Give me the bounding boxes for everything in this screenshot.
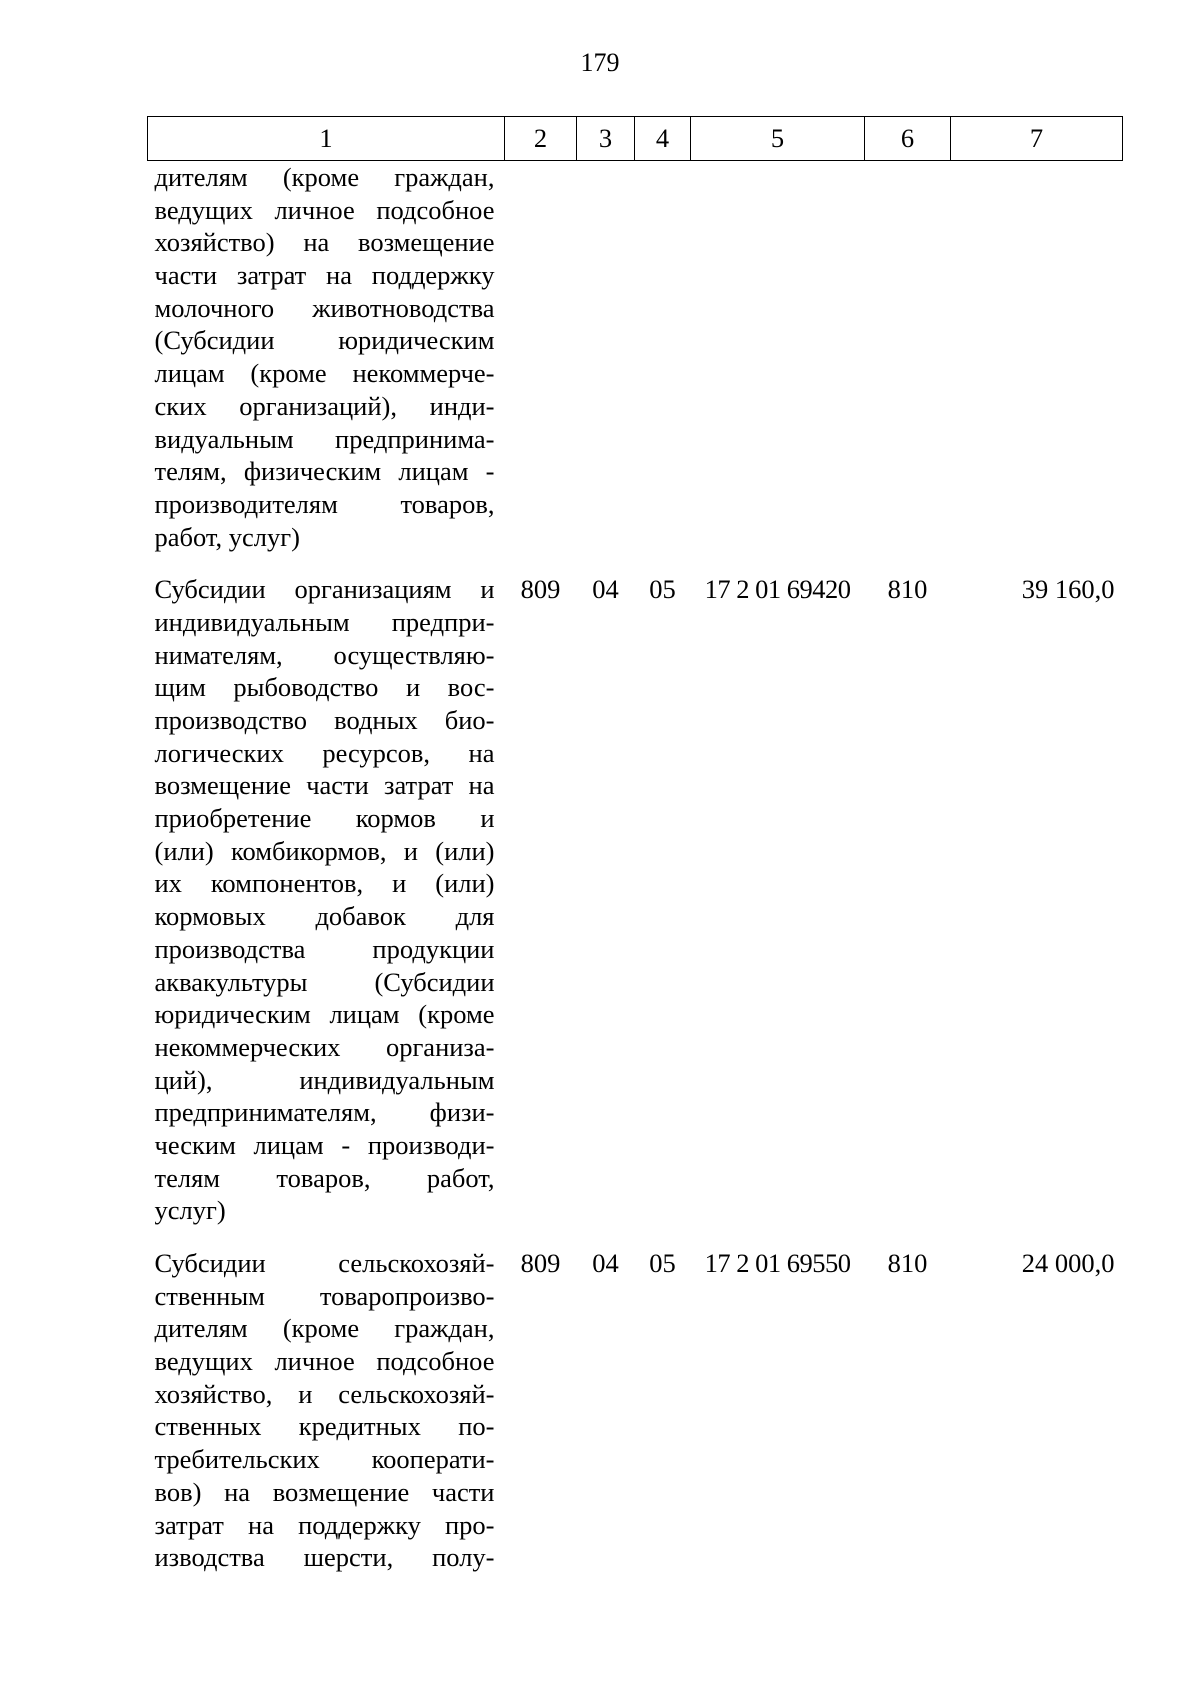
description-line: индивидуальным предпри- [154, 606, 495, 637]
description-line: производства продукции [154, 933, 495, 964]
row-description [148, 1247, 505, 1594]
row-col-7: 39 160,0 [1021, 574, 1115, 605]
description-line: дителям (кроме граждан, [154, 1313, 495, 1344]
description-line: (Субсидии юридическим [154, 325, 495, 356]
description-line: некоммерческих организа- [154, 1031, 495, 1062]
header-col-6: 6 [865, 117, 951, 161]
row-col-2: 809 [520, 574, 561, 605]
description-line: затрат на поддержку про- [154, 1509, 495, 1540]
description-line: части затрат на поддержку [154, 260, 495, 291]
description-line: лицам (кроме некоммерче- [154, 358, 495, 389]
row-col-3 [577, 161, 635, 574]
description-line: ведущих личное подсобное [154, 194, 495, 225]
row-col-2 [505, 161, 577, 574]
description-line: производство водных био- [154, 705, 495, 735]
description-line: ственных кредитных по- [154, 1411, 495, 1442]
table-row [148, 1247, 1123, 1594]
row-col-7: 24 000,0 [1021, 1248, 1115, 1278]
description-line: Субсидии организациям и [154, 574, 495, 605]
description-line: Субсидии сельскохозяй- [154, 1248, 495, 1278]
description-line: производителям товаров, [154, 488, 495, 519]
row-col-6: 810 [887, 574, 928, 605]
description-line: ственным товаропроизво- [154, 1280, 495, 1311]
row-col-4: 05 [649, 574, 676, 605]
description-line: ведущих личное подсобное [154, 1346, 495, 1377]
row-col-5: 17 2 01 69420 [704, 574, 851, 605]
row-col-6: 810 [887, 1248, 928, 1278]
header-col-1: 1 [148, 117, 505, 161]
description-line: хозяйство, и сельскохозяй- [154, 1378, 495, 1409]
row-col-7 [951, 161, 1123, 574]
description-line: услуг) [154, 1195, 226, 1226]
description-line: хозяйство) на возмещение [154, 227, 495, 258]
description-line: их компонентов, и (или) [154, 868, 495, 899]
description-line: ций), индивидуальным [154, 1064, 495, 1095]
header-row [148, 117, 1123, 161]
table-row [148, 573, 1123, 1247]
row-col-4: 05 [649, 1248, 676, 1278]
header-col-7: 7 [951, 117, 1123, 161]
row-col-3: 04 [592, 574, 619, 605]
budget-table [147, 116, 1123, 1594]
description-line: ских организаций), инди- [154, 390, 495, 421]
description-line: нимателям, осуществляю- [154, 639, 495, 670]
description-line: кормовых добавок для [154, 901, 495, 932]
header-col-4: 4 [635, 117, 691, 161]
description-line: ческим лицам - производи- [154, 1129, 495, 1160]
page-number: 179 [580, 48, 620, 77]
row-col-4 [635, 161, 691, 574]
row-col-3: 04 [592, 1248, 619, 1278]
description-line: щим рыбоводство и вос- [154, 672, 495, 703]
description-line: аквакультуры (Субсидии [154, 966, 495, 997]
description-line: работ, услуг) [154, 521, 300, 552]
description-line: логических ресурсов, на [154, 737, 495, 768]
description-line: юридическим лицам (кроме [154, 999, 495, 1030]
description-line: предпринимателям, физи- [154, 1097, 495, 1128]
description-line: возмещение части затрат на [154, 770, 495, 801]
row-description [148, 573, 505, 1247]
description-line: (или) комбикормов, и (или) [154, 835, 495, 866]
description-line: дителям (кроме граждан, [154, 162, 495, 192]
table-row [148, 161, 1123, 574]
table-body [148, 161, 1123, 1594]
description-line: телям, физическим лицам - [154, 456, 495, 487]
description-line: изводства шерсти, полу- [154, 1542, 495, 1573]
row-col-5 [691, 161, 865, 574]
header-col-3: 3 [577, 117, 635, 161]
row-col-6 [865, 161, 951, 574]
row-col-2: 809 [520, 1248, 561, 1278]
table-header [148, 117, 1123, 161]
header-col-5: 5 [691, 117, 865, 161]
description-line: молочного животноводства [154, 292, 495, 323]
row-description [148, 161, 505, 574]
description-line: телям товаров, работ, [154, 1162, 495, 1193]
row-col-5: 17 2 01 69550 [704, 1248, 851, 1278]
description-line: приобретение кормов и [154, 803, 495, 834]
description-line: вов) на возмещение части [154, 1476, 495, 1507]
header-col-2: 2 [505, 117, 577, 161]
description-line: видуальным предпринима- [154, 423, 495, 454]
description-line: требительских кооперати- [154, 1444, 495, 1475]
